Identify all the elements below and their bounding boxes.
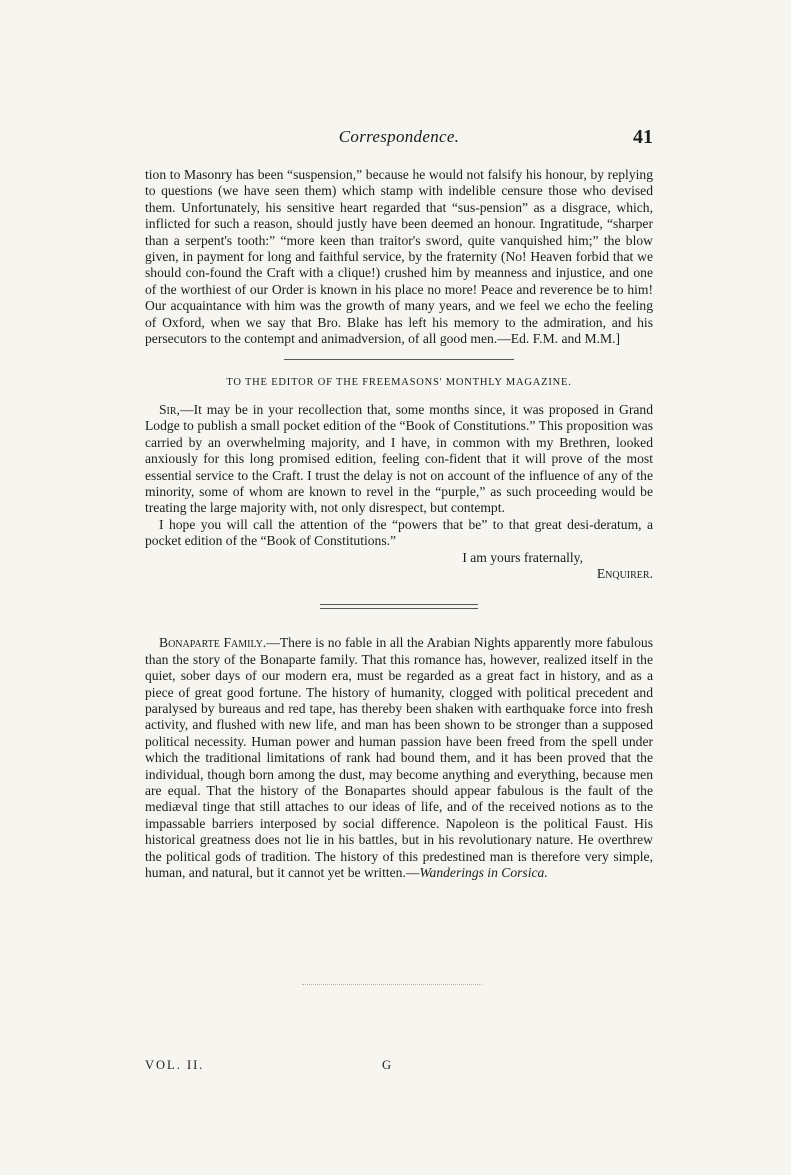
article-title: Bonaparte Family. <box>159 635 267 651</box>
letter-closing: I am yours fraternally, <box>462 549 583 565</box>
letter-paragraph-1 <box>145 402 653 517</box>
faint-rule <box>302 984 482 985</box>
signature-mark: G <box>382 1058 392 1072</box>
page-number: 41 <box>633 126 653 148</box>
letter-paragraph-2: I hope you will call the attention of the “powers that be” to that great desi-deratum, a pocket edition of the “Book of Constitutions.” <box>145 516 653 549</box>
letter-signature: Enquirer. <box>596 565 653 581</box>
section-divider <box>284 359 514 360</box>
letter-heading: TO THE EDITOR OF THE FREEMASONS' MONTHLY MAGAZINE. <box>226 377 572 389</box>
letter-paragraph-1-text: —It may be in your recollection that, some months since, it was proposed in Grand Lodge to publish a small pocket edition of the “Book of Constitutions.” This proposition was carried by an overwhelming majority, and I have, in common with my Brethren, looked anxiously for this long promised edition, feeling con-fident that it will prove of the most essential service to the Craft. I trust the delay is not on account of the influence of any of the minority, some of whom are known to revel in the “purple,” as such proceeding would be treating the large majority with, not only disrespect, but contempt. <box>145 401 653 516</box>
double-rule-divider <box>320 604 478 609</box>
article-source: Wanderings in Corsica. <box>419 865 548 881</box>
page-body <box>145 167 653 881</box>
article-text: —There is no fable in all the Arabian Nights apparently more fabulous than the story of the Bonaparte family. That this romance has, however, realized itself in the quiet, sober days of our modern era, must be regarded as a great fact in history, and as a piece of great good fortune. The history of humanity, clogged with political precedent and paralysed by bureaus and red tape, has thereby been shaken with earthquake force into fresh activity, and flushed with new life, and man has been shown to be stronger than a supposed political necessity. Human power and human passion have been freed from the spell under which the traditional limitations of rank had bound them, and it has been proved that the individual, though born among the dust, may become anything and everything, because men are equal. That the history of the Bonapartes should appear fabulous is the fault of the mediæval tinge that still attaches to our ideas of life, and of the received notions as to the impassable barriers interposed by social difference. Napoleon is the political Faust. His historical greatness does not lie in his battles, but in his revolutionary nature. He overthrew the political gods of tradition. The history of this predestined man is therefore very simple, human, and natural, but it cannot yet be written.— <box>145 635 654 881</box>
letter-salutation: Sir, <box>159 401 180 417</box>
volume-label: VOL. II. <box>145 1058 205 1072</box>
page-header <box>145 127 653 153</box>
continuation-paragraph: tion to Masonry has been “suspension,” because he would not falsify his honour, by replying to questions (we have seen them) which stamp with indelible censure those who devised them. Unfortunately, his sensitive heart regarded that “sus-pension” as a disgrace, which, inflicted for such a reason, should justly have been deemed an honour. Ingratitude, “sharper than a serpent's tooth:” “more keen than traitor's sword, quite vanquished him;” the blow given, in payment for long and faithful service, by the fraternity (No! Heaven forbid that we should con-found the Craft with a clique!) crushed him by meanness and injustice, and one of the worthiest of our Order is known in his place no more! Peace and reverence be to him! Our acquaintance with him was the growth of many years, and we feel we echo the feeling of Oxford, when we say that Bro. Blake has left his memory to the admiration, and his persecutors to the contempt and animadversion, of all good men.—Ed. F.M. and M.M.] <box>145 167 653 347</box>
article-paragraph <box>145 635 653 881</box>
running-title: Correspondence. <box>338 127 460 146</box>
